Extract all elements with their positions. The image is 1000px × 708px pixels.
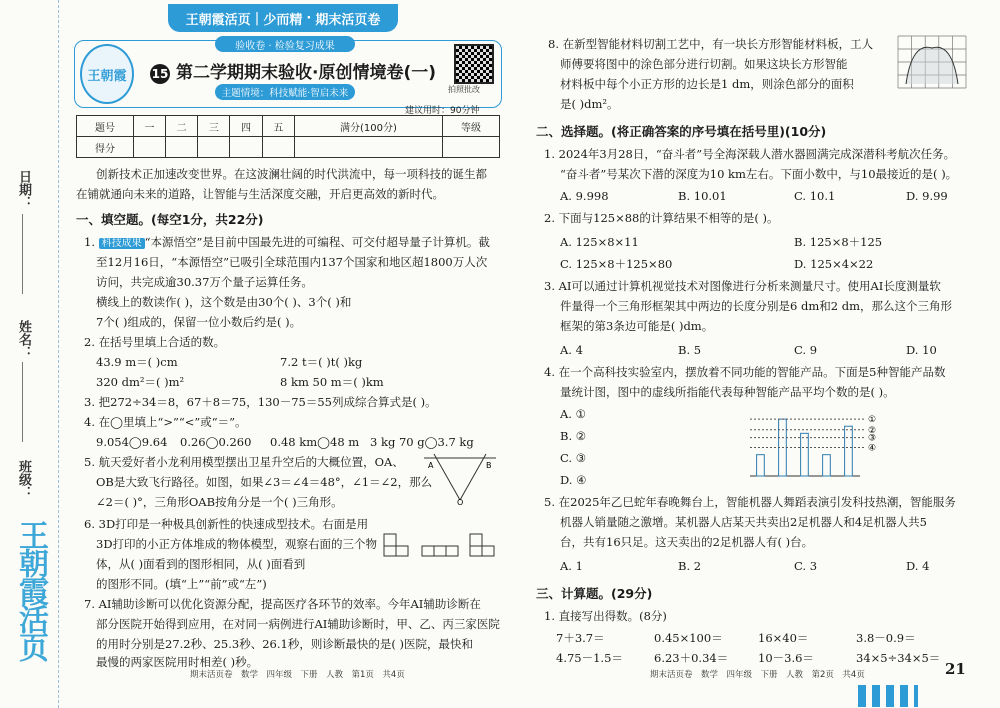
- triangle-diagram: [420, 450, 500, 506]
- grid-figure: [896, 34, 968, 90]
- sub-banner: 验收卷 · 检验复习成果: [215, 36, 355, 52]
- score-value-row: [77, 137, 500, 158]
- page-number: 21: [945, 660, 966, 678]
- score-cell: 等级: [443, 116, 500, 137]
- q1-line: 横线上的数读作( )，这个数是由30个( )、3个( )和: [96, 295, 352, 309]
- option[interactable]: D. 9.99: [906, 189, 948, 203]
- score-input-cell[interactable]: [230, 137, 262, 158]
- s2q4-line: 量统计图，图中的虚线所指能代表每种智能产品平均个数的是( )。: [560, 385, 895, 399]
- q2-item: 320 dm²＝( )m²: [96, 375, 185, 389]
- reference-label: ①: [868, 415, 877, 426]
- option[interactable]: B. 125×8＋125: [794, 235, 883, 249]
- q1-text: “本源悟空”是目前中国最先进的可编程、可交付超导量子计算机。截: [144, 235, 490, 249]
- calc-item: 0.45×100＝: [654, 631, 723, 645]
- reference-label: ③: [868, 433, 877, 444]
- score-input-cell[interactable]: [166, 137, 198, 158]
- bar-chart: [740, 406, 890, 480]
- bar-1: [757, 455, 765, 476]
- q8-line: 8. 在新型智能材料切割工艺中，有一块长方形智能材料板，工人: [548, 37, 874, 51]
- page-title: [150, 58, 436, 84]
- section-2-title: 二、选择题。(将正确答案的序号填在括号里)(10分): [536, 124, 827, 139]
- q8-line: 材料板中每个小正方形的边长是1 dm，则涂色部分的面积: [560, 77, 854, 91]
- score-cell: 三: [198, 116, 230, 137]
- q1-line: 7个( )组成的，保留一位小数后约是( )。: [96, 315, 302, 329]
- q5-line: OB是大致飞行路径。如图，如果∠3＝∠4＝48°，∠1＝∠2，那么: [96, 475, 433, 489]
- qr-code-icon[interactable]: [454, 44, 494, 84]
- suggested-time: 建议用时：90分钟: [405, 106, 480, 116]
- section-1-title: 一、填空题。(每空1分，共22分): [76, 212, 264, 227]
- name-label: 姓名：: [16, 320, 31, 359]
- s2q5-line: 台，共有16只足。这天卖出的2足机器人有( )台。: [560, 535, 814, 549]
- intro-line: 在铺就通向未来的道路，让智能与生活深度交融，开启更高效的新时代。: [76, 187, 444, 201]
- q1-line: 至12月16日，“本源悟空”已吸引全球范围内137个国家和地区超1800万人次: [96, 255, 488, 269]
- intro-line: 创新技术正加速改变世界。在这波澜壮阔的时代洪流中，每一项科技的诞生都: [96, 167, 487, 181]
- q4-title: 4. 在◯里填上“>”“<”或“＝”。: [84, 415, 247, 429]
- q3-text: 3. 把272÷34＝8，67＋8＝75，130－75＝55列成综合算式是( )。: [84, 395, 437, 409]
- paper-number: 15: [150, 64, 170, 84]
- score-header-row: [77, 116, 500, 137]
- logo-badge: 王朝霞: [80, 44, 134, 104]
- option[interactable]: A. 4: [560, 343, 583, 357]
- footer-right: 期末活页卷 数学 四年级 下册 人教 第2页 共4页: [650, 670, 865, 680]
- s2q3-line: 框架的第3条边可能是( )dm。: [560, 319, 714, 333]
- option[interactable]: A. 1: [560, 559, 583, 573]
- calc-item: 10－3.6＝: [758, 651, 814, 665]
- date-label: 日期：: [16, 170, 31, 209]
- option[interactable]: C. 125×8＋125×80: [560, 257, 673, 271]
- score-cell: 满分(100分): [294, 116, 442, 137]
- q2-item: 7.2 t＝( )t( )kg: [280, 355, 363, 369]
- q4-item: 0.48 km◯48 m: [270, 435, 360, 449]
- name-line: [22, 362, 23, 442]
- option[interactable]: D. 10: [906, 343, 937, 357]
- q7-line: 部分医院开始得到应用，在对同一病例进行AI辅助诊断时，甲、乙、丙三家医院: [96, 617, 500, 631]
- q2-title: 2. 在括号里填上合适的数。: [84, 335, 226, 349]
- score-input-cell[interactable]: [198, 137, 230, 158]
- calc-item: 3.8－0.9＝: [856, 631, 916, 645]
- score-input-cell[interactable]: [443, 137, 500, 158]
- option[interactable]: C. 9: [794, 343, 818, 357]
- option[interactable]: B. ②: [560, 429, 587, 443]
- reference-label: ④: [868, 443, 877, 454]
- qr-label: 拍照批改: [448, 85, 480, 94]
- q8-line: 师傅要将图中的涂色部分进行切割。如果这块长方形智能: [560, 57, 848, 71]
- q4-item: 3 kg 70 g◯3.7 kg: [370, 435, 474, 449]
- score-input-cell[interactable]: [294, 137, 442, 158]
- s2q1-line: “奋斗者”号某次下潜的深度为10 km左右。下面小数中，与10最接近的是( )。: [560, 167, 958, 181]
- option[interactable]: D. ④: [560, 473, 587, 487]
- reference-label: ②: [868, 425, 877, 436]
- s2q4-line: 4. 在一个高科技实验室内，摆放着不同功能的智能产品。下面是5种智能产品数: [544, 365, 946, 379]
- binding-margin: [0, 0, 59, 708]
- banner-brand: 王朝霞活页: [185, 12, 251, 28]
- s2q1-line: 1. 2024年3月28日，“奋斗者”号全海深载人潜水器圆满完成深潜科考航次任务。: [544, 147, 956, 161]
- svg-text:O: O: [457, 498, 464, 506]
- q6-line: 6. 3D打印是一种极具创新性的快速成型技术。右面是用: [84, 517, 369, 531]
- q2-item: 8 km 50 m＝( )km: [280, 375, 384, 389]
- score-input-cell[interactable]: [262, 137, 294, 158]
- decor-bars: [858, 685, 918, 707]
- q8-line: 是( )dm²。: [560, 97, 619, 111]
- footer-left: 期末活页卷 数学 四年级 下册 人教 第1页 共4页: [190, 670, 405, 680]
- calc-item: 34×5÷34×5＝: [856, 651, 941, 665]
- banner-series: 少而精: [263, 12, 303, 28]
- score-cell: 二: [166, 116, 198, 137]
- q7-line: 7. AI辅助诊断可以优化资源分配，提高医疗各环节的效率。今年AI辅助诊断在: [84, 597, 481, 611]
- s2q3-line: 3. AI可以通过计算机视觉技术对图像进行分析来测量尺寸。使用AI长度测量软: [544, 279, 941, 293]
- option[interactable]: A. 125×8×11: [560, 235, 639, 249]
- svg-text:A: A: [428, 461, 434, 470]
- banner-series2: 期末活页卷: [315, 12, 381, 28]
- score-table: [76, 115, 500, 158]
- title-text: 第二学期期末验收·原创情境卷(一): [176, 63, 436, 83]
- s2q2-line: 2. 下面与125×88的计算结果不相等的是( )。: [544, 211, 779, 225]
- option[interactable]: B. 10.01: [678, 189, 727, 203]
- s2q3-line: 件量得一个三角形框架其中两边的长度分别是6 dm和2 dm，那么这个三角形: [560, 299, 952, 313]
- score-input-cell[interactable]: [133, 137, 165, 158]
- date-line: [22, 214, 23, 294]
- section-3-title: 三、计算题。(29分): [536, 586, 653, 601]
- bar-3: [801, 433, 809, 476]
- cube-models-diagram: [380, 524, 500, 558]
- calc-item: 7＋3.7＝: [556, 631, 605, 645]
- class-label: 班级：: [16, 460, 31, 499]
- bar-5: [845, 426, 853, 476]
- option[interactable]: B. 2: [678, 559, 702, 573]
- score-cell: 五: [262, 116, 294, 137]
- calc-item: 6.23＋0.34＝: [654, 651, 729, 665]
- option[interactable]: A. ①: [560, 407, 586, 421]
- option[interactable]: C. 10.1: [794, 189, 836, 203]
- score-cell: 四: [230, 116, 262, 137]
- q1-line: 1. 科技成果 “本源悟空”是目前中国最先进的可编程、可交付超导量子计算机。截: [84, 235, 490, 249]
- q7-line: 最慢的两家医院用时相差( )秒。: [96, 655, 259, 669]
- q6-line: 的图形不同。(填“上”“前”或“左”): [96, 577, 267, 591]
- brand-vertical-logo: 王朝霞活页: [13, 520, 48, 660]
- s3q1-title: 1. 直接写出得数。(8分): [544, 609, 667, 623]
- s2q5-line: 5. 在2025年乙巳蛇年春晚舞台上，智能机器人舞蹈表演引发科技热潮，智能服务: [544, 495, 956, 509]
- score-cell: 题号: [77, 116, 134, 137]
- q6-line: 体，从( )面看到的图形相同，从( )面看到: [96, 557, 306, 571]
- top-banner: 王朝霞活页 | 少而精 · 期末活页卷: [168, 4, 398, 32]
- option[interactable]: D. 4: [906, 559, 930, 573]
- tech-tag: 科技成果: [99, 238, 145, 249]
- option[interactable]: C. ③: [560, 451, 587, 465]
- option[interactable]: C. 3: [794, 559, 818, 573]
- option[interactable]: D. 125×4×22: [794, 257, 874, 271]
- calc-item: 4.75－1.5＝: [556, 651, 623, 665]
- q1-line: 访问，共完成逾30.37万个量子运算任务。: [96, 275, 313, 289]
- q6-line: 3D打印的小正方体堆成的物体模型，观察右面的三个物: [96, 537, 378, 551]
- bar-4: [823, 455, 831, 476]
- q4-item: 0.26◯0.260: [180, 435, 252, 449]
- score-cell: 一: [133, 116, 165, 137]
- q5-line: ∠2＝( )°，三角形OAB按角分是一个( )三角形。: [96, 495, 343, 509]
- score-cell: 得分: [77, 137, 134, 158]
- theme-banner: 主题情境：科技赋能·智启未来: [215, 84, 355, 100]
- s2q5-line: 机器人销量随之激增。某机器人店某天共卖出2足机器人和4足机器人共5: [560, 515, 927, 529]
- svg-text:B: B: [486, 461, 492, 470]
- option[interactable]: B. 5: [678, 343, 702, 357]
- q4-item: 9.054◯9.64: [96, 435, 168, 449]
- q7-line: 的用时分别是27.2秒、25.3秒、26.1秒，则诊断最快的是( )医院，最快和: [96, 637, 473, 651]
- calc-item: 16×40＝: [758, 631, 809, 645]
- q5-line: 5. 航天爱好者小龙利用模型摆出卫星升空后的大概位置，OA、: [84, 455, 404, 469]
- q2-item: 43.9 m＝( )cm: [96, 355, 178, 369]
- option[interactable]: A. 9.998: [560, 189, 609, 203]
